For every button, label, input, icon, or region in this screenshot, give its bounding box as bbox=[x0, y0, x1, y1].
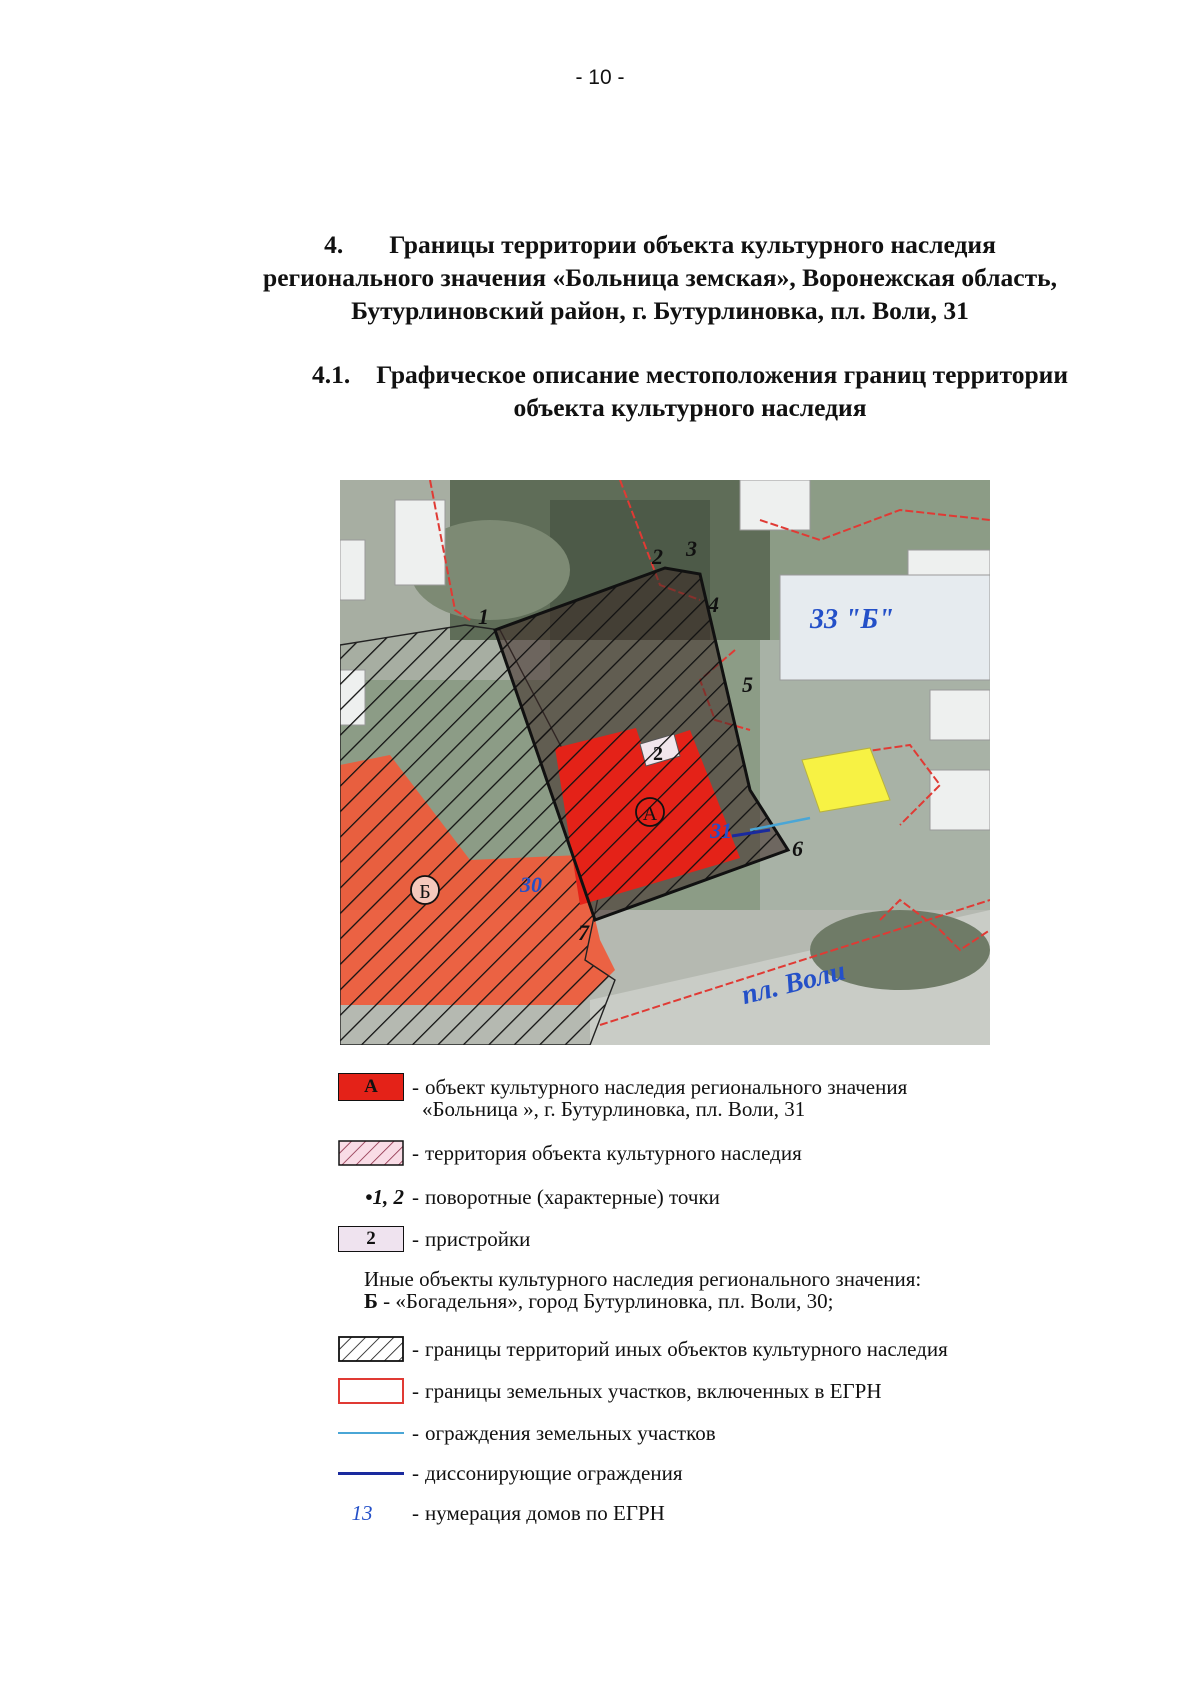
building bbox=[395, 500, 445, 585]
legend-text-fence: ограждения земельных участков bbox=[425, 1421, 716, 1445]
point-label: 1 bbox=[478, 604, 489, 629]
legend-text-dissonant-fence: диссонирующие ограждения bbox=[425, 1461, 683, 1485]
legend-text-points: поворотные (характерные) точки bbox=[425, 1185, 720, 1209]
object-a-label: А bbox=[642, 803, 658, 825]
legend-swatch-other-heritage bbox=[338, 1336, 404, 1362]
legend-symbol-house-number: 13 bbox=[351, 1500, 373, 1525]
legend-note-text: - «Богадельня», город Бутурлиновка, пл. Воли, 30; bbox=[377, 1289, 834, 1313]
legend-row-house-numbers bbox=[320, 1498, 665, 1528]
legend-swatch-cadastral bbox=[338, 1378, 404, 1404]
legend-dash: - bbox=[412, 1336, 419, 1361]
point-label: 4 bbox=[708, 592, 719, 617]
point-label: 6 bbox=[792, 836, 803, 861]
legend-dash: - bbox=[412, 1184, 419, 1209]
legend-swatch-annex: 2 bbox=[338, 1226, 404, 1252]
point-label: 2 bbox=[652, 544, 663, 569]
legend-swatch-territory bbox=[338, 1140, 404, 1166]
legend-text-house-numbers: нумерация домов по ЕГРН bbox=[425, 1501, 665, 1525]
legend-row-other-heritage bbox=[320, 1334, 948, 1364]
house-number-31: 31 bbox=[710, 818, 732, 843]
legend-row-annex bbox=[320, 1224, 530, 1254]
section-number: 4. bbox=[324, 230, 344, 259]
legend-text-territory: территория объекта культурного наследия bbox=[425, 1141, 802, 1165]
legend-row-cadastral bbox=[320, 1376, 882, 1406]
legend-swatch-fence bbox=[338, 1432, 404, 1434]
subsection-title-line1: Графическое описание местоположения границ территории bbox=[376, 360, 1069, 389]
annex-number: 2 bbox=[653, 743, 663, 765]
page-number: - 10 - bbox=[575, 66, 625, 89]
point-label: 5 bbox=[742, 672, 753, 697]
building bbox=[340, 540, 365, 600]
legend-row-fence bbox=[320, 1418, 716, 1448]
site-map bbox=[340, 480, 990, 1045]
section-title-line3: Бутурлиновский район, г. Бутурлиновка, пл. Воли, 31 bbox=[351, 296, 969, 325]
legend-text-cadastral: границы земельных участков, включенных в ЕГРН bbox=[425, 1379, 882, 1403]
legend-row-dissonant-fence bbox=[320, 1458, 683, 1488]
building bbox=[740, 480, 810, 530]
subsection-title-line2: объекта культурного наследия bbox=[513, 393, 867, 422]
legend-text-other-heritage: границы территорий иных объектов культурного наследия bbox=[425, 1337, 948, 1361]
building bbox=[930, 690, 990, 740]
legend-dash: - bbox=[412, 1140, 419, 1165]
legend-text-object-line2: «Больница », г. Бутурлиновка, пл. Воли, 31 bbox=[422, 1097, 806, 1121]
legend-text-annex: пристройки bbox=[425, 1227, 531, 1251]
house-number-30: 30 bbox=[520, 872, 542, 897]
legend-swatch-object: А bbox=[338, 1073, 404, 1101]
legend-note-b: Б bbox=[364, 1289, 378, 1313]
house-number-33b: 33 "Б" bbox=[810, 604, 894, 635]
section-title-line2: регионального значения «Больница земская», Воронежская область, bbox=[263, 263, 1057, 292]
subsection-title bbox=[250, 358, 1130, 424]
section-title bbox=[210, 228, 1110, 327]
legend-dash: - bbox=[412, 1460, 419, 1485]
street-label: пл. Воли bbox=[738, 955, 849, 1012]
point-label: 7 bbox=[578, 920, 589, 945]
legend-dash: - bbox=[412, 1500, 419, 1525]
legend-swatch-dissonant-fence bbox=[338, 1472, 404, 1475]
object-b-label: Б bbox=[419, 881, 431, 903]
point-label: 3 bbox=[686, 536, 697, 561]
building bbox=[930, 770, 990, 830]
legend-dash: - bbox=[412, 1378, 419, 1403]
legend-row-territory bbox=[320, 1138, 802, 1168]
legend-symbol-points: •1, 2 bbox=[365, 1184, 404, 1209]
legend-note-line1: Иные объекты культурного наследия регионального значения: bbox=[364, 1267, 922, 1291]
legend-dash: - bbox=[412, 1226, 419, 1251]
subsection-number: 4.1. bbox=[311, 360, 351, 389]
section-title-line1: Границы территории объекта культурного наследия bbox=[389, 230, 996, 259]
legend-dash: - bbox=[412, 1420, 419, 1445]
legend-dash: - bbox=[412, 1074, 419, 1099]
legend-text-object: объект культурного наследия регионального значения bbox=[425, 1075, 908, 1099]
legend-note-line2 bbox=[364, 1290, 834, 1312]
legend-row-points bbox=[320, 1182, 720, 1212]
